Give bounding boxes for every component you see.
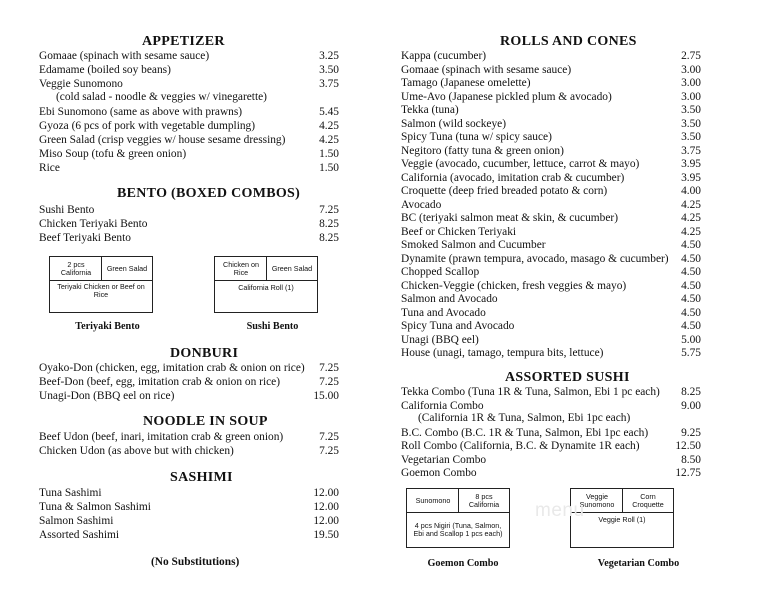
goemon-box-nigiri: 4 pcs Nigiri (Tuna, Salmon, Ebi and Scallop 1 pcs each) — [413, 520, 503, 538]
teriyaki-box-main: Teriyaki Chicken or Beef on Rice — [57, 281, 145, 299]
veg-box-croquette: Corn Croquette — [632, 491, 664, 509]
goemon-box-sunomono: Sunomono — [415, 495, 451, 505]
teriyaki-bento-caption: Teriyaki Bento — [75, 321, 140, 332]
teriyaki-box-salad: Green Salad — [106, 263, 148, 273]
no-substitutions-note: (No Substitutions) — [151, 556, 240, 568]
veg-box-sunomono: Veggie Sunomono — [579, 491, 615, 509]
rolls-heading: ROLLS AND CONES — [500, 34, 637, 49]
teriyaki-bento-diagram — [49, 256, 153, 313]
goemon-combo-caption: Goemon Combo — [427, 558, 499, 569]
sushi-bento-diagram — [214, 256, 318, 313]
california-combo-note: (California 1R & Tuna, Salmon, Ebi 1pc each) — [418, 412, 631, 424]
veg-box-roll: Veggie Roll (1) — [598, 514, 646, 524]
teriyaki-box-california: 2 pcs California — [60, 259, 92, 277]
sushi-box-chicken: Chicken on Rice — [223, 259, 259, 277]
vegetarian-combo-caption: Vegetarian Combo — [597, 558, 680, 569]
noodle-heading: NOODLE IN SOUP — [143, 414, 268, 429]
goemon-combo-diagram — [406, 488, 510, 548]
watermark-logo: menu — [535, 500, 585, 521]
goemon-box-california: 8 pcs California — [468, 491, 500, 509]
assorted-heading: ASSORTED SUSHI — [505, 370, 630, 385]
sushi-box-salad: Green Salad — [271, 263, 313, 273]
bento-heading: BENTO (BOXED COMBOS) — [117, 186, 301, 201]
sushi-bento-caption: Sushi Bento — [246, 321, 299, 332]
vegetarian-combo-diagram — [570, 488, 674, 548]
donburi-heading: DONBURI — [170, 346, 239, 361]
sushi-box-california: California Roll (1) — [238, 282, 294, 292]
appetizer-heading: APPETIZER — [142, 34, 225, 49]
sashimi-heading: SASHIMI — [170, 470, 233, 485]
sunomono-note: (cold salad - noodle & veggies w/ vinegarette) — [56, 91, 267, 103]
